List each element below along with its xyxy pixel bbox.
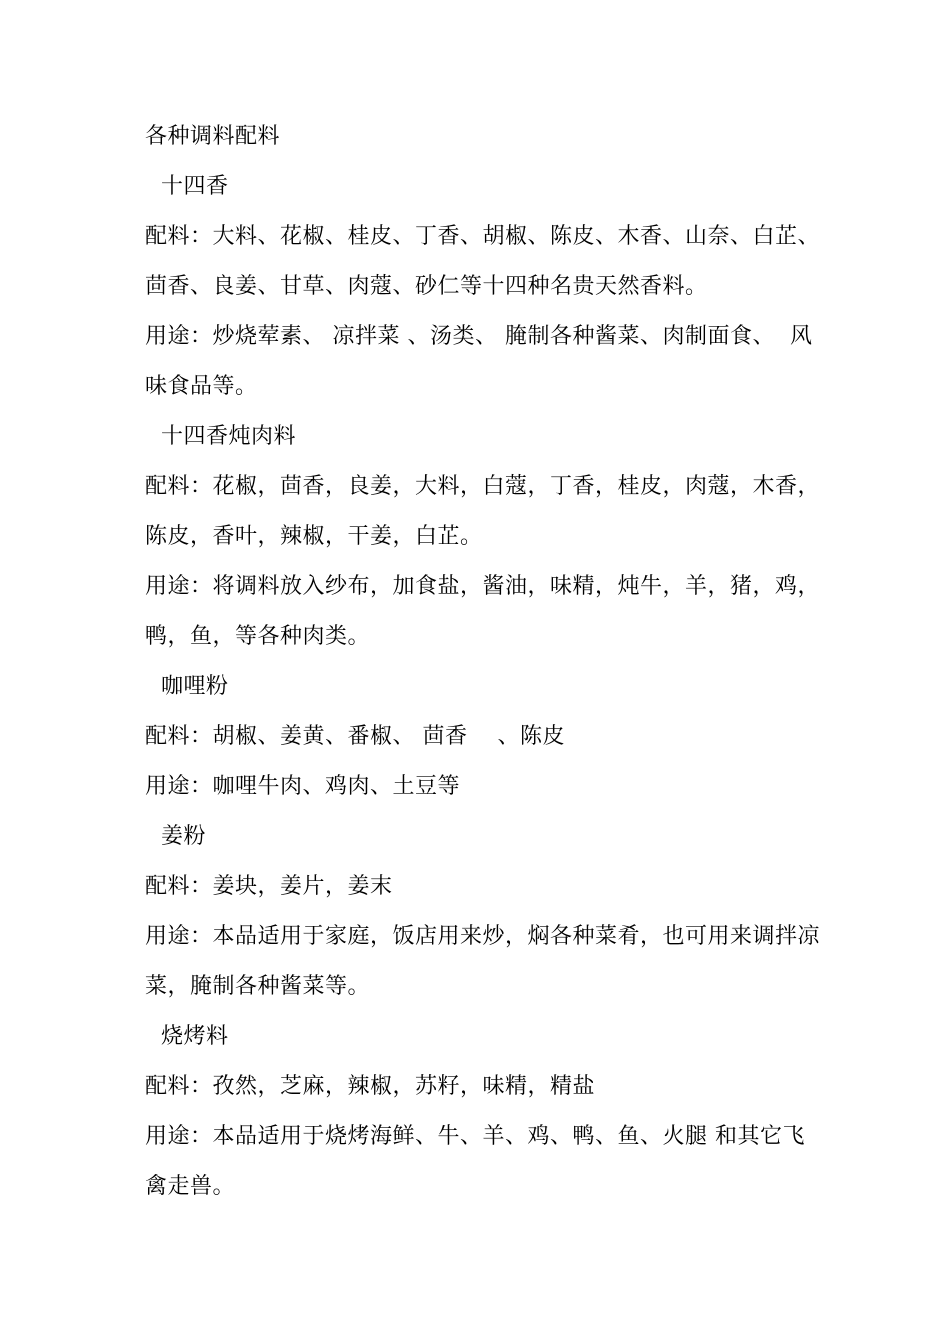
ingredients-line: 配料：孜然，芝麻，辣椒，苏籽，味精，精盐 xyxy=(145,1074,596,1099)
ingredients-line: 配料：姜块，姜片，姜末 xyxy=(145,874,393,899)
section-shisixiang xyxy=(145,162,821,412)
section-heading: 咖哩粉 xyxy=(161,674,229,699)
usage-line: 用途：炒烧荤素、 凉拌菜 、汤类、 腌制各种酱菜、肉制面食、 风 xyxy=(145,324,813,349)
usage-line: 味食品等。 xyxy=(145,374,258,399)
usage-line: 用途：咖哩牛肉、鸡肉、土豆等 xyxy=(145,774,461,799)
section-heading: 姜粉 xyxy=(161,824,207,849)
usage-line: 用途：本品适用于家庭，饭店用来炒，焖各种菜肴，也可用来调拌凉 xyxy=(145,924,821,949)
section-heading: 十四香炖肉料 xyxy=(161,424,297,449)
section-heading: 十四香 xyxy=(161,174,229,199)
section-bbq-seasoning xyxy=(145,1012,815,1212)
section-curry-powder xyxy=(145,662,815,812)
section-stew-meat-spice xyxy=(145,412,821,662)
usage-line: 禽走兽。 xyxy=(145,1174,236,1199)
usage-line: 用途：将调料放入纱布，加食盐，酱油，味精，炖牛，羊，猪，鸡， xyxy=(145,574,821,599)
document-body xyxy=(145,112,821,1212)
ingredients-line: 配料：花椒，茴香，良姜，大料，白蔻，丁香，桂皮，肉蔻，木香， xyxy=(145,474,821,499)
section-heading: 烧烤料 xyxy=(161,1024,229,1049)
usage-line: 菜，腌制各种酱菜等。 xyxy=(145,974,371,999)
document-title: 各种调料配料 xyxy=(145,124,281,149)
ingredients-line: 茴香、良姜、甘草、肉蔻、砂仁等十四种名贵天然香料。 xyxy=(145,274,708,299)
ingredients-line: 配料：大料、花椒、桂皮、丁香、胡椒、陈皮、木香、山奈、白芷、 xyxy=(145,224,821,249)
usage-line: 用途：本品适用于烧烤海鲜、牛、羊、鸡、鸭、鱼、火腿 和其它飞 xyxy=(145,1124,805,1149)
usage-line: 鸭，鱼，等各种肉类。 xyxy=(145,624,371,649)
section-ginger-powder xyxy=(145,812,821,1012)
ingredients-line: 陈皮，香叶，辣椒，干姜，白芷。 xyxy=(145,524,483,549)
ingredients-line: 配料：胡椒、姜黄、番椒、 茴香 、陈皮 xyxy=(145,724,565,749)
